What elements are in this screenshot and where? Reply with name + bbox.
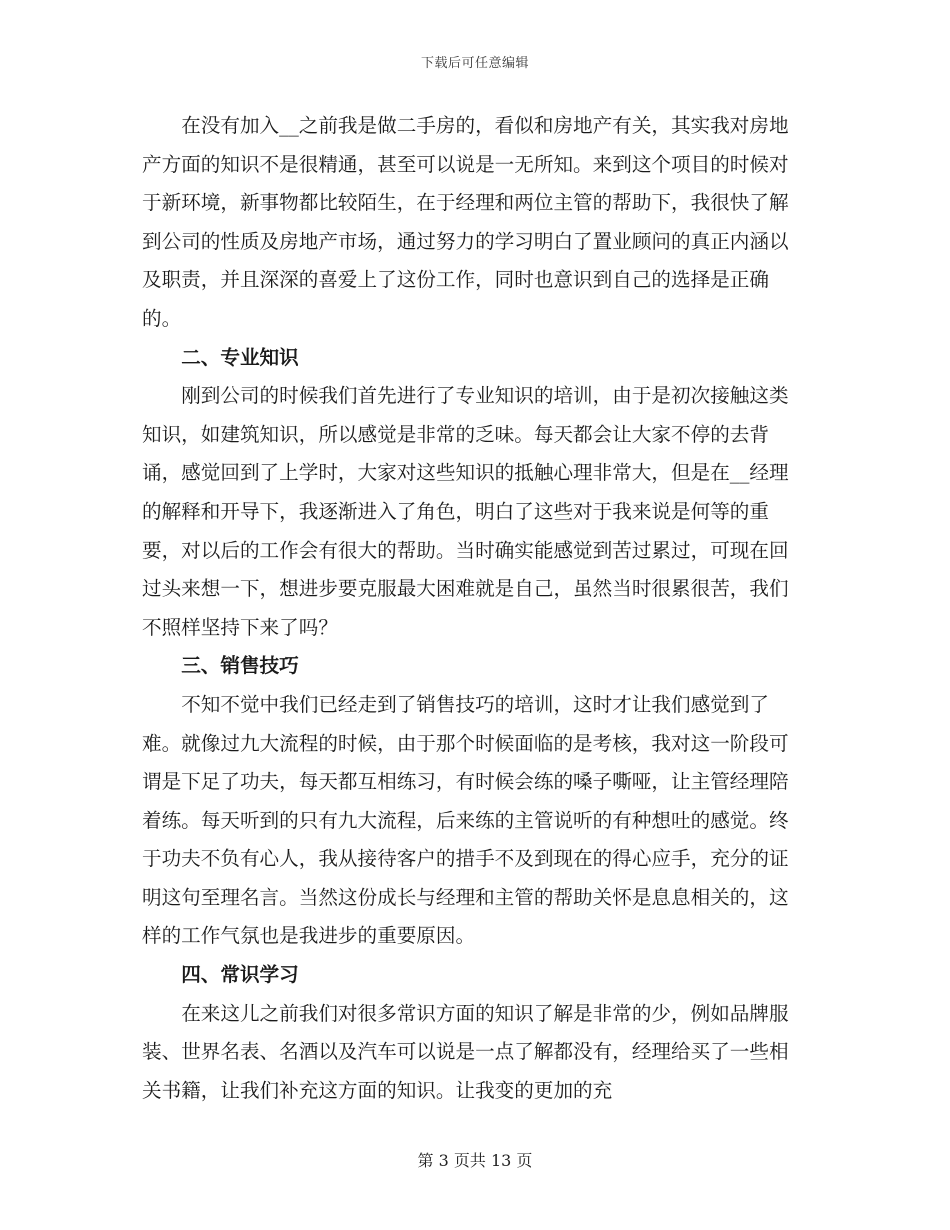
paragraph-intro: 在没有加入__之前我是做二手房的，看似和房地产有关，其实我对房地产方面的知识不是很精通，甚至可以说是一无所知。来到这个项目的时候对于新环境，新事物都比较陌生，在于经理和两位主管的帮助下，我很快了解到公司的性质及房地产市场，通过努力的学习明白了置业顾问的真正内涵以及职责，并且深深的喜爱上了这份工作，同时也意识到自己的选择是正确的。 bbox=[142, 114, 789, 330]
paragraph-general-knowledge: 在来这儿之前我们对很多常识方面的知识了解是非常的少，例如品牌服装、世界名表、名酒以及汽车可以说是一点了解都没有，经理给买了一些相关书籍，让我们补充这方面的知识。让我变的更加的充 bbox=[142, 1001, 789, 1102]
page-footer-page-number: 第 3 页共 13 页 bbox=[417, 1151, 533, 1170]
section-heading-professional-knowledge: 二、专业知识 bbox=[181, 345, 299, 369]
page-header: 下载后可任意编辑 bbox=[420, 56, 529, 71]
section-heading-general-knowledge: 四、常识学习 bbox=[181, 963, 299, 987]
paragraph-professional-knowledge: 刚到公司的时候我们首先进行了专业知识的培训，由于是初次接触这类知识，如建筑知识，所以感觉是非常的乏味。每天都会让大家不停的去背诵，感觉回到了上学时，大家对这些知识的抵触心理非常大，但是在__经理的解释和开导下，我逐渐进入了角色，明白了这些对于我来说是何等的重要，对以后的工作会有很大的帮助。当时确实能感觉到苦过累过，可现在回过头来想一下，想进步要克服最大困难就是自己，虽然当时很累很苦，我们不照样坚持下来了吗？ bbox=[142, 384, 789, 639]
section-heading-sales-skills: 三、销售技巧 bbox=[181, 654, 299, 678]
paragraph-sales-skills: 不知不觉中我们已经走到了销售技巧的培训，这时才让我们感觉到了难。就像过九大流程的时候，由于那个时候面临的是考核，我对这一阶段可谓是下足了功夫，每天都互相练习，有时候会练的嗓子嘶哑，让主管经理陪着练。每天听到的只有九大流程，后来练的主管说听的有种想吐的感觉。终于功夫不负有心人，我从接待客户的措手不及到现在的得心应手，充分的证明这句至理名言。当然这份成长与经理和主管的帮助关怀是息息相关的，这样的工作气氛也是我进步的重要原因。 bbox=[142, 692, 789, 948]
document-body bbox=[142, 107, 804, 1110]
